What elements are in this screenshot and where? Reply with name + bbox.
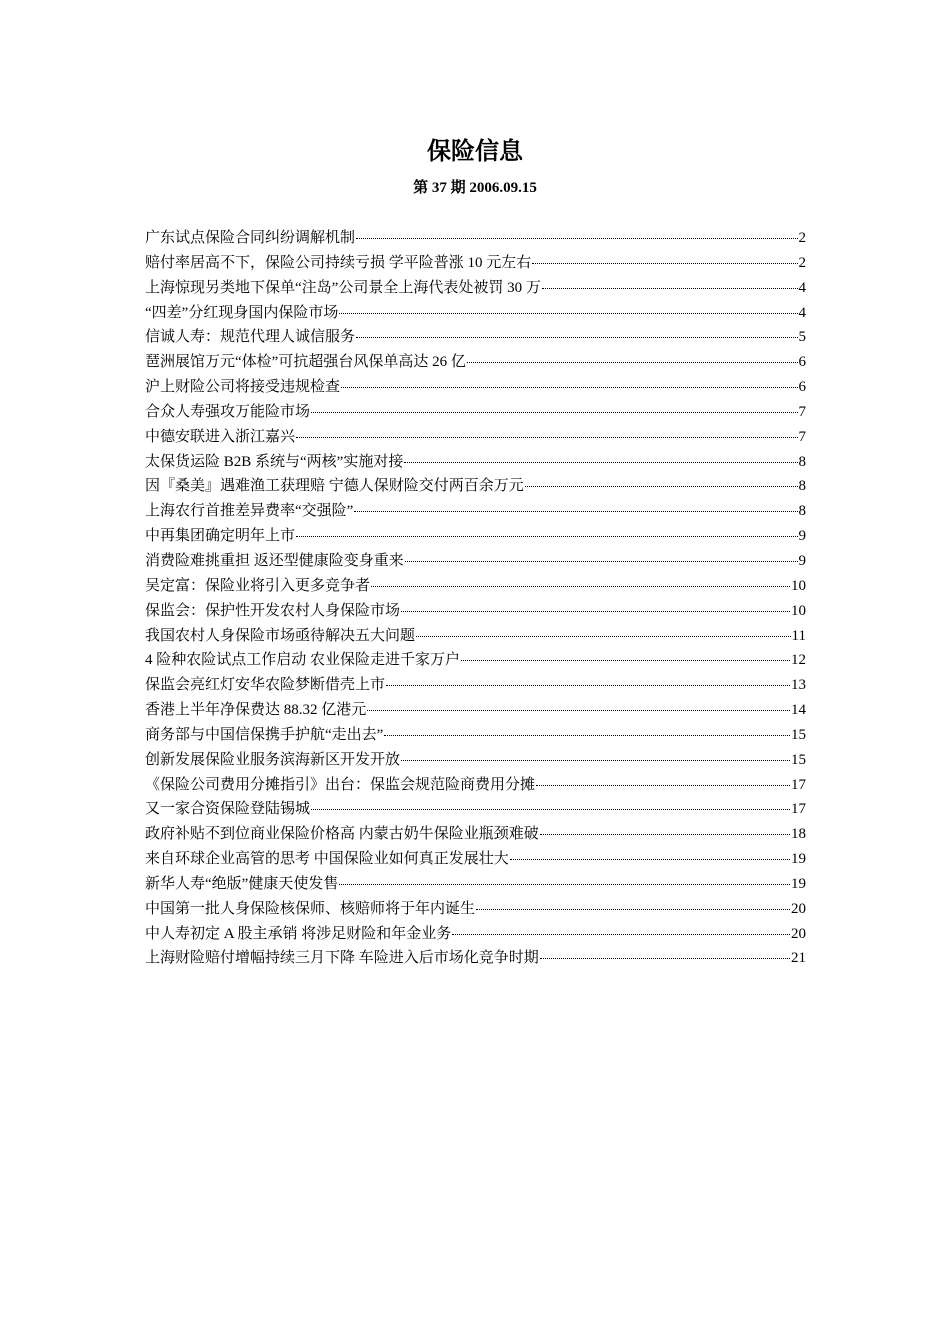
toc-entry-title: 信诚人寿：规范代理人诚信服务 [145,329,356,346]
toc-dot-leader [461,659,790,661]
toc-entry-title: 赔付率居高不下，保险公司持续亏损 学平险普涨 10 元左右 [145,254,532,271]
toc-entry-page-number: 20 [791,925,806,942]
toc-entry-title: 合众人寿强攻万能险市场 [145,403,311,420]
toc-entry[interactable] [145,822,806,847]
toc-entry-title: 《保险公司费用分摊指引》出台：保监会规范险商费用分摊 [145,776,536,793]
toc-entry-page-number: 2 [798,254,806,271]
toc-entry[interactable] [145,946,806,971]
toc-entry-page-number: 20 [791,900,806,917]
toc-entry-page-number: 21 [791,950,806,967]
toc-entry[interactable] [145,450,806,475]
toc-dot-leader [356,336,797,338]
toc-dot-leader [405,560,798,562]
toc-entry-title: 因『桑美』遇难渔工获理赔 宁德人保财险交付两百余万元 [145,478,524,495]
toc-entry[interactable] [145,723,806,748]
toc-entry-title: 保监会亮红灯安华农险梦断借壳上市 [145,677,386,694]
toc-entry-title: 新华人寿“绝版”健康天使发售 [145,875,339,892]
toc-entry-title: 又一家合资保险登陆锡城 [145,801,311,818]
toc-entry-title: 琶洲展馆万元“体检”可抗超强台风保单高达 26 亿 [145,354,466,371]
toc-entry-page-number: 17 [791,801,806,818]
toc-entry-page-number: 7 [798,428,806,445]
toc-entry-page-number: 6 [798,379,806,396]
toc-dot-leader [532,262,797,264]
toc-entry[interactable] [145,599,806,624]
toc-dot-leader [476,908,790,910]
toc-dot-leader [467,361,798,363]
toc-entry[interactable] [145,872,806,897]
toc-dot-leader [416,635,791,637]
toc-dot-leader [540,957,790,959]
toc-dot-leader [339,883,790,885]
toc-entry-page-number: 8 [798,478,806,495]
toc-entry-page-number: 5 [798,329,806,346]
toc-dot-leader [384,734,790,736]
toc-entry[interactable] [145,549,806,574]
toc-entry-page-number: 14 [791,702,806,719]
toc-entry[interactable] [145,797,806,822]
toc-entry-page-number: 9 [798,528,806,545]
toc-entry-page-number: 9 [798,552,806,569]
toc-entry-title: 中国第一批人身保险核保师、核赔师将于年内诞生 [145,900,476,917]
toc-entry-page-number: 4 [798,304,806,321]
toc-entry-title: 上海财险赔付增幅持续三月下降 车险进入后市场化竞争时期 [145,950,539,967]
toc-entry-page-number: 17 [791,776,806,793]
toc-entry-page-number: 7 [798,403,806,420]
toc-entry-title: 4 险种农险试点工作启动 农业保险走进千家万户 [145,652,461,669]
toc-entry[interactable] [145,425,806,450]
toc-entry-title: 保监会：保护性开发农村人身保险市场 [145,602,401,619]
toc-entry-page-number: 12 [791,652,806,669]
toc-entry[interactable] [145,474,806,499]
toc-entry-page-number: 15 [791,751,806,768]
table-of-contents [145,226,806,971]
toc-entry[interactable] [145,574,806,599]
toc-dot-leader [401,759,790,761]
toc-dot-leader [542,287,798,289]
toc-entry[interactable] [145,325,806,350]
toc-entry-title: 来自环球企业高管的思考 中国保险业如何真正发展壮大 [145,851,509,868]
toc-entry-title: 政府补贴不到位商业保险价格高 内蒙古奶牛保险业瓶颈难破 [145,826,539,843]
toc-entry-title: 消费险难挑重担 返还型健康险变身重来 [145,552,404,569]
toc-entry-title: 创新发展保险业服务滨海新区开发开放 [145,751,401,768]
toc-entry[interactable] [145,499,806,524]
toc-entry[interactable] [145,698,806,723]
toc-entry-title: “四差”分红现身国内保险市场 [145,304,339,321]
toc-entry-title: 太保货运险 B2B 系统与“两核”实施对接 [145,453,404,470]
toc-dot-leader [401,610,790,612]
toc-entry-title: 中德安联进入浙江嘉兴 [145,428,296,445]
toc-entry[interactable] [145,226,806,251]
toc-entry[interactable] [145,301,806,326]
toc-dot-leader [311,808,790,810]
toc-entry-title: 吴定富：保险业将引入更多竞争者 [145,577,371,594]
toc-entry-title: 商务部与中国信保携手护航“走出去” [145,726,384,743]
toc-dot-leader [404,461,797,463]
toc-entry[interactable] [145,524,806,549]
toc-entry-page-number: 18 [791,826,806,843]
toc-entry[interactable] [145,748,806,773]
toc-dot-leader [510,858,790,860]
toc-dot-leader [452,933,790,935]
toc-dot-leader [354,510,797,512]
toc-dot-leader [525,485,798,487]
toc-dot-leader [371,585,790,587]
toc-entry[interactable] [145,624,806,649]
toc-entry-page-number: 13 [791,677,806,694]
toc-entry-page-number: 19 [791,875,806,892]
toc-entry-page-number: 2 [798,230,806,246]
toc-dot-leader [356,237,797,239]
toc-entry[interactable] [145,350,806,375]
toc-dot-leader [367,709,790,711]
toc-entry-title: 上海农行首推差异费率“交强险” [145,503,354,520]
issue-line: 第 37 期 2006.09.15 [413,180,537,196]
toc-entry[interactable] [145,276,806,301]
toc-entry-title: 上海惊现另类地下保单“注岛”公司景全上海代表处被罚 30 万 [145,279,541,296]
document-title: 保险信息 [427,137,523,165]
toc-entry-title: 沪上财险公司将接受违规检查 [145,379,341,396]
toc-dot-leader [540,833,790,835]
toc-dot-leader [536,784,790,786]
toc-entry[interactable] [145,922,806,947]
toc-dot-leader [296,436,797,438]
toc-entry-page-number: 10 [791,577,806,594]
toc-entry-title: 我国农村人身保险市场亟待解决五大问题 [145,627,416,644]
toc-dot-leader [311,411,797,413]
toc-entry-title: 广东试点保险合同纠纷调解机制 [145,230,356,246]
toc-entry-page-number: 15 [791,726,806,743]
toc-dot-leader [386,684,790,686]
toc-entry-page-number: 4 [798,279,806,296]
toc-entry-page-number: 8 [798,453,806,470]
toc-entry-page-number: 11 [791,627,806,644]
toc-entry-title: 中再集团确定明年上市 [145,528,296,545]
toc-dot-leader [341,386,797,388]
toc-entry[interactable] [145,897,806,922]
toc-entry[interactable] [145,400,806,425]
toc-entry-page-number: 19 [791,851,806,868]
toc-entry-page-number: 10 [791,602,806,619]
toc-entry[interactable] [145,673,806,698]
toc-entry-title: 中人寿初定 A 股主承销 将涉足财险和年金业务 [145,925,452,942]
toc-entry[interactable] [145,773,806,798]
toc-entry-title: 香港上半年净保费达 88.32 亿港元 [145,702,367,719]
toc-entry[interactable] [145,847,806,872]
toc-dot-leader [296,535,797,537]
toc-entry[interactable] [145,251,806,276]
toc-entry-page-number: 6 [798,354,806,371]
toc-entry[interactable] [145,648,806,673]
toc-entry[interactable] [145,375,806,400]
toc-entry-page-number: 8 [798,503,806,520]
toc-dot-leader [339,312,797,314]
